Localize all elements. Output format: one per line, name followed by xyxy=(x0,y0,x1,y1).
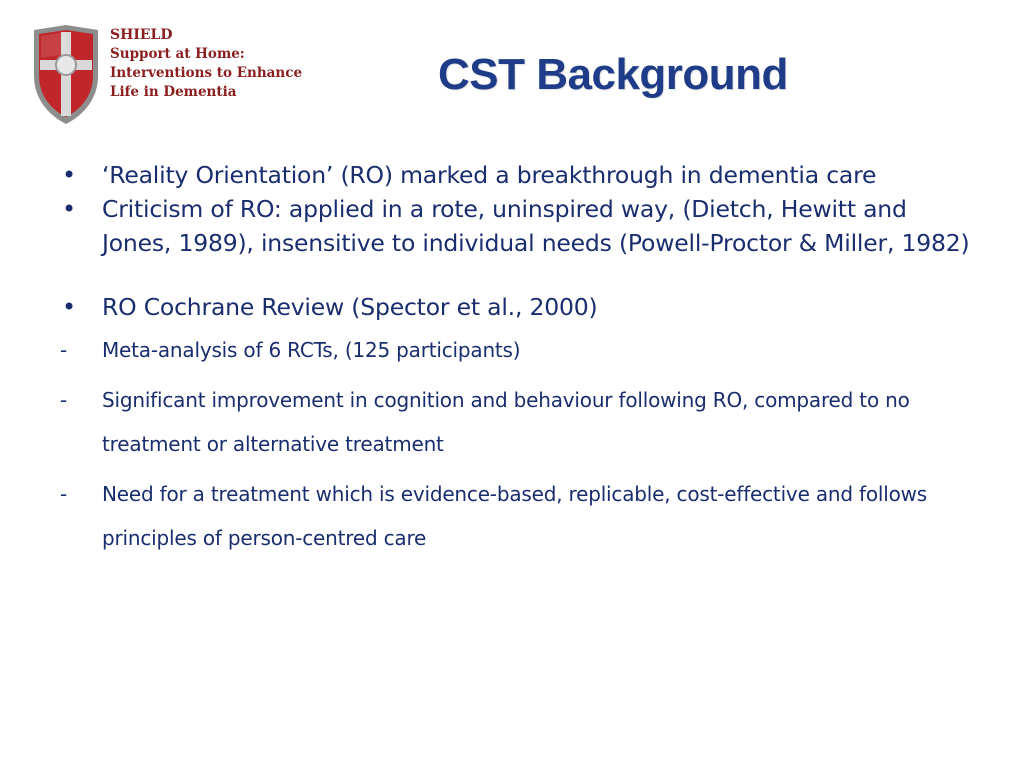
subpoint-item xyxy=(56,328,976,372)
logo-line: Interventions to Enhance xyxy=(110,65,303,81)
slide-body xyxy=(56,158,976,560)
dash-marker: - xyxy=(60,482,68,506)
spacer xyxy=(56,260,976,290)
bullet-item xyxy=(56,290,976,324)
subpoint-item xyxy=(56,378,976,466)
logo-brand: SHIELD xyxy=(110,27,173,43)
shield-icon xyxy=(30,24,102,126)
subpoint-text: Meta-analysis of 6 RCTs, (125 participants) xyxy=(102,338,521,362)
bullet-item xyxy=(56,158,976,192)
dash-marker: - xyxy=(60,388,68,412)
bullet-marker: • xyxy=(62,161,77,189)
subpoint-text: Significant improvement in cognition and behaviour following RO, compared to no treatment or alternative treatment xyxy=(102,388,910,456)
shield-logo xyxy=(30,24,303,129)
slide-title: CST Background xyxy=(438,50,788,99)
subpoint-text: Need for a treatment which is evidence-based, replicable, cost-effective and follows principles of person-centred care xyxy=(102,482,928,550)
logo-line: Life in Dementia xyxy=(110,84,237,100)
dash-marker: - xyxy=(60,338,68,362)
bullet-marker: • xyxy=(62,293,77,321)
bullet-item xyxy=(56,192,976,260)
bullet-marker: • xyxy=(62,195,77,223)
subpoint-item xyxy=(56,472,976,560)
logo-text xyxy=(110,26,302,102)
bullet-text: RO Cochrane Review (Spector et al., 2000) xyxy=(102,293,598,321)
logo-line: Support at Home: xyxy=(110,46,245,62)
bullet-text: Criticism of RO: applied in a rote, uninspired way, (Dietch, Hewitt and Jones, 1989), insensitive to individual needs (Powell-Proctor & Miller, 1982) xyxy=(102,195,970,257)
bullet-text: ‘Reality Orientation’ (RO) marked a breakthrough in dementia care xyxy=(102,161,877,189)
